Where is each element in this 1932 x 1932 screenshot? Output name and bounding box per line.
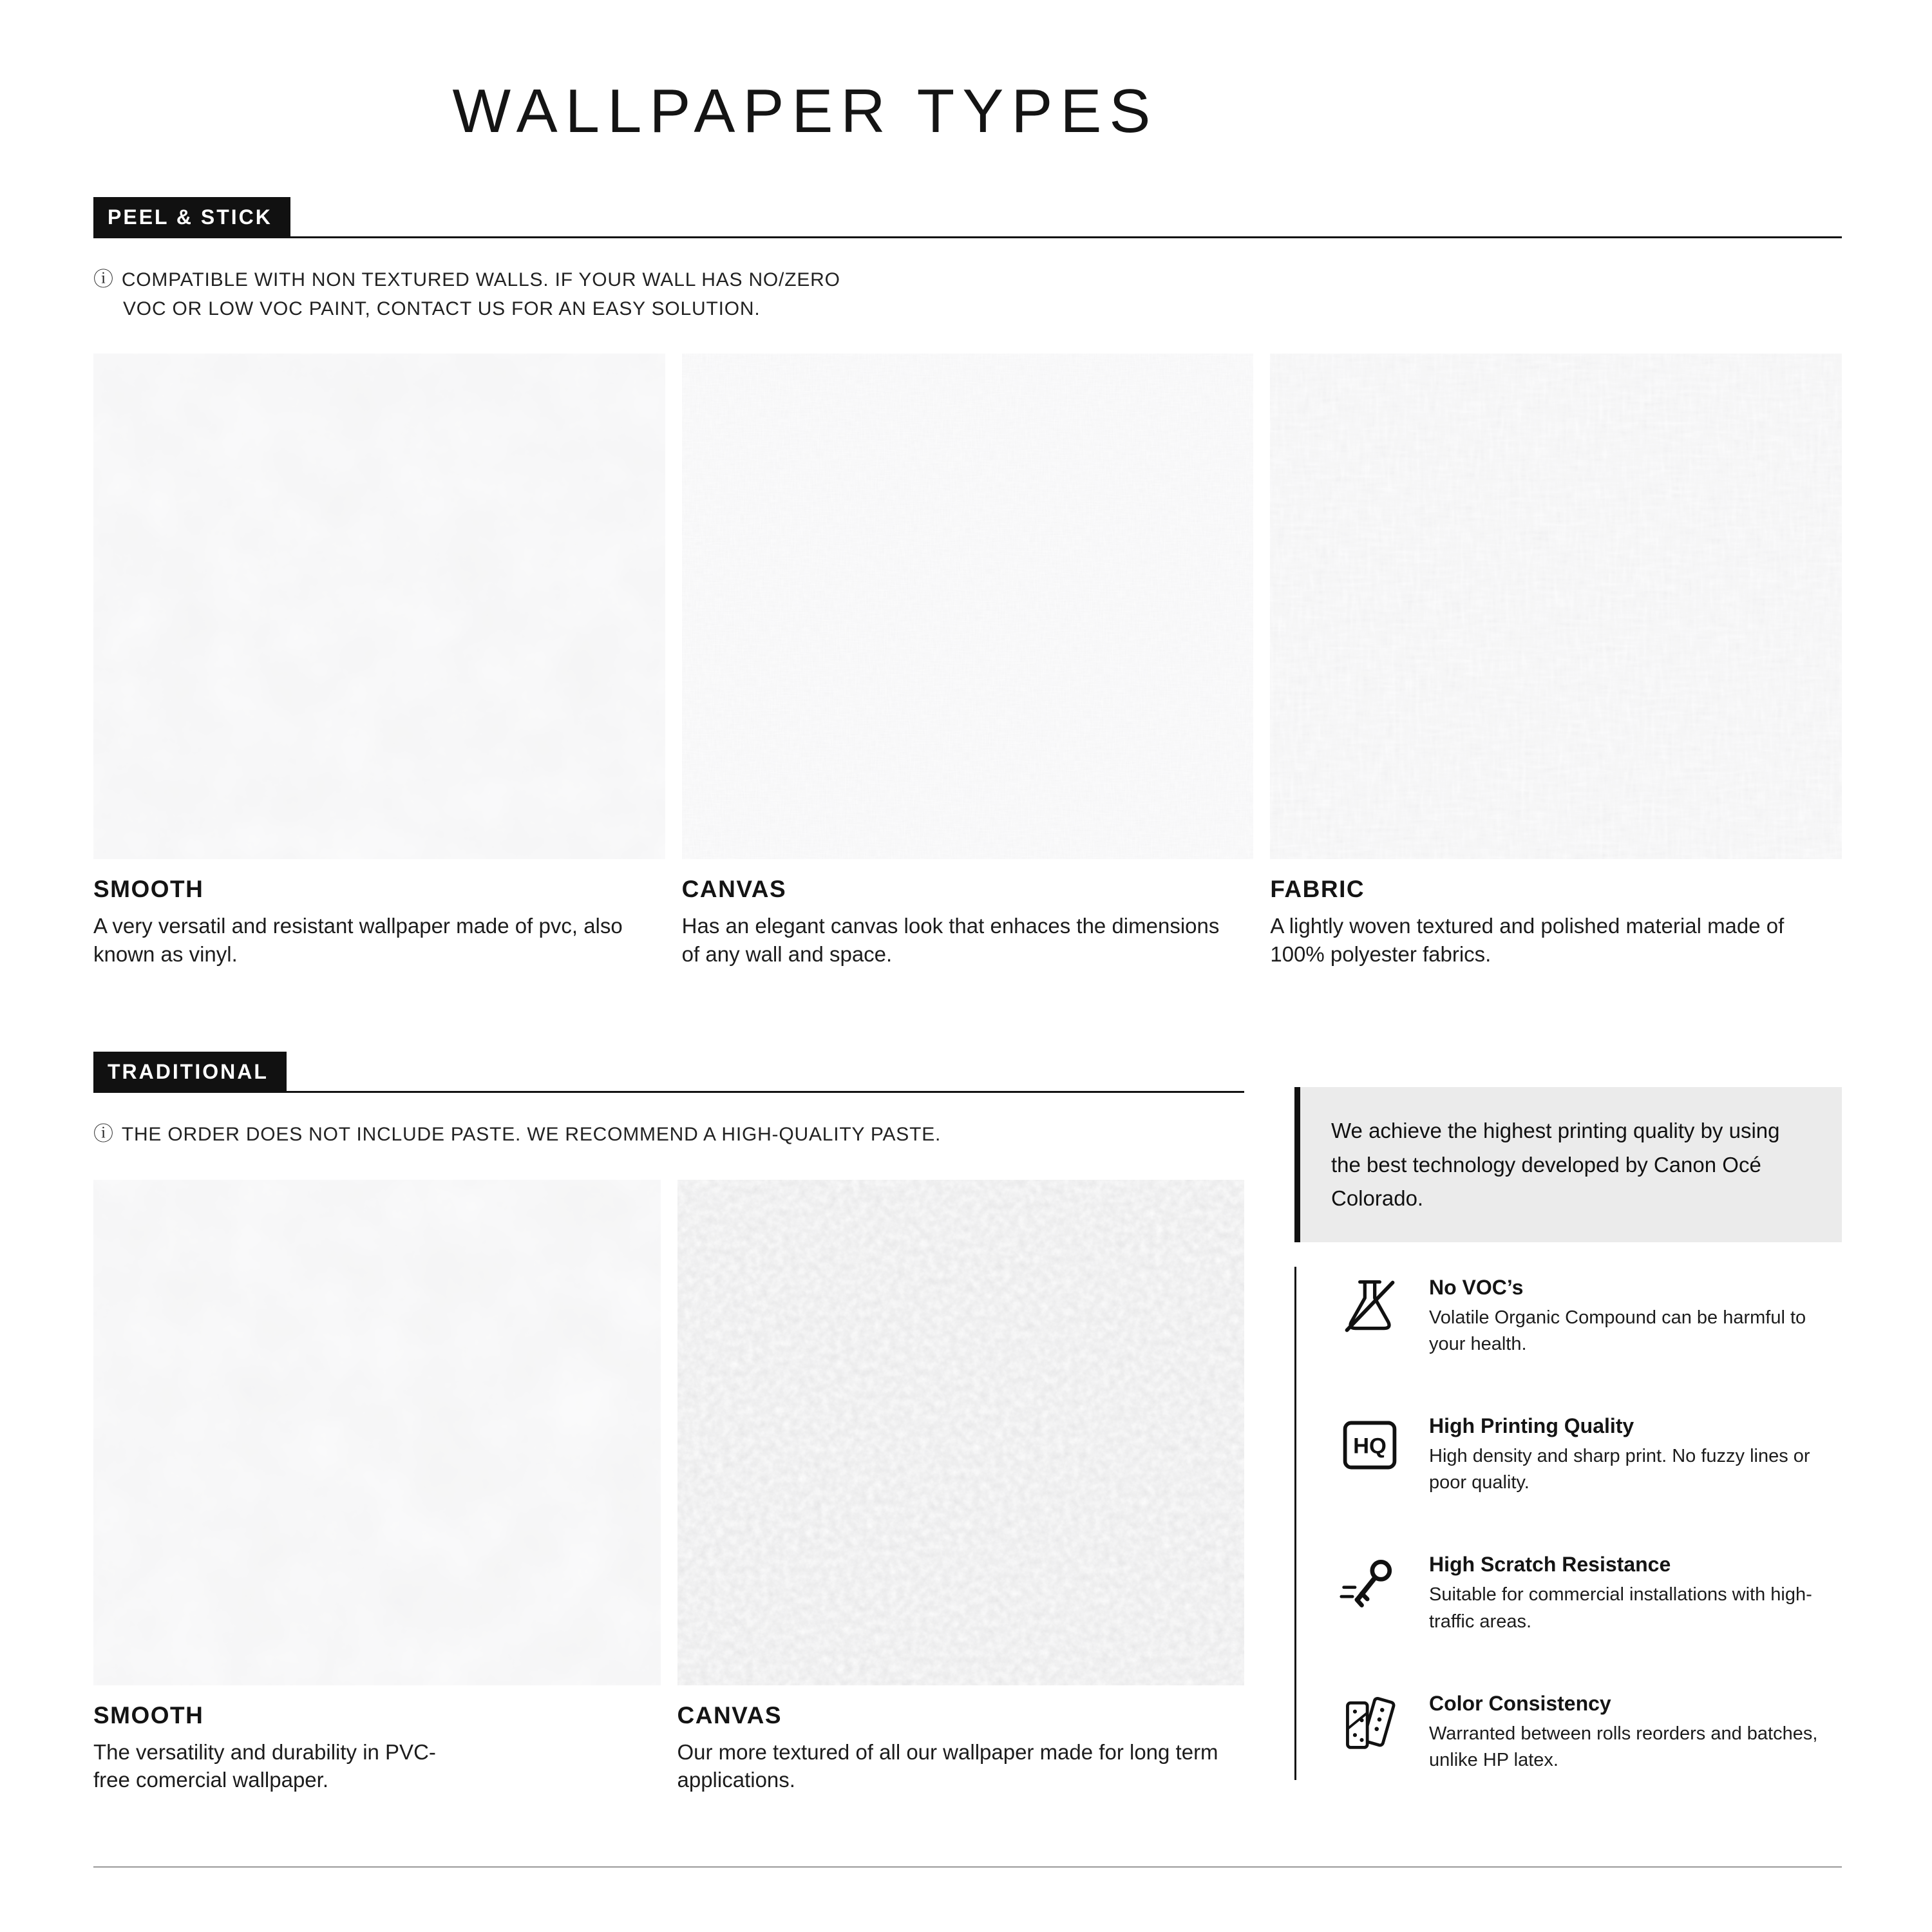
peel-stick-section [93,197,1842,968]
features-list [1294,1267,1842,1780]
swatch-name: FABRIC [1270,876,1365,903]
feature-description: Warranted between rolls reorders and batches, unlike HP latex. [1429,1723,1818,1770]
feature-scratch-resistance [1339,1553,1842,1634]
swatch-description: The versatility and durability in PVC-free comercial wallpaper. [93,1739,436,1792]
note-line-1: COMPATIBLE WITH NON TEXTURED WALLS. IF YOUR WALL HAS NO/ZERO [121,269,840,290]
feature-text [1429,1553,1842,1634]
swatch-description: A lightly woven textured and polished material made of 100% polyester fabrics. [1270,914,1785,966]
texture-sample-smooth [93,354,665,859]
key-scratch-icon [1339,1553,1401,1615]
peel-stick-note [93,267,1842,321]
bottom-area [93,1052,1842,1794]
swatch-card-peel-smooth [93,354,665,968]
texture-sample-canvas-rough [677,1180,1245,1685]
note-line-1: THE ORDER DOES NOT INCLUDE PASTE. WE RECOMMEND A HIGH-QUALITY PASTE. [121,1124,942,1146]
traditional-label: TRADITIONAL [93,1052,287,1091]
swatch-name: CANVAS [681,876,787,903]
printing-quality-quote: We achieve the highest printing quality by using the best technology developed by Canon Océ Colorado. [1294,1087,1842,1242]
feature-title: High Scratch Resistance [1429,1553,1671,1577]
bottom-divider [93,1866,1842,1868]
feature-color-consistency [1339,1692,1842,1774]
swatch-card-traditional-canvas [677,1180,1245,1794]
traditional-section [93,1052,1244,1794]
texture-sample-fabric [1270,354,1842,859]
feature-title: High Printing Quality [1429,1414,1634,1438]
hq-badge-icon [1339,1414,1401,1476]
peel-stick-label: PEEL & STICK [93,197,290,236]
feature-description: High density and sharp print. No fuzzy lines or poor quality. [1429,1446,1810,1493]
feature-high-printing-quality [1339,1414,1842,1496]
no-voc-flask-icon [1339,1276,1401,1338]
peel-stick-swatch-row [93,354,1842,968]
feature-no-voc [1339,1276,1842,1358]
swatch-card-traditional-smooth [93,1180,661,1794]
info-icon: ⓘ [93,268,114,290]
swatch-card-peel-fabric [1270,354,1842,968]
swatch-name: CANVAS [677,1701,782,1728]
feature-description: Volatile Organic Compound can be harmful to your health. [1429,1307,1806,1354]
swatch-name: SMOOTH [93,1701,204,1728]
note-line-2: VOC OR LOW VOC PAINT, CONTACT US FOR AN EASY SOLUTION. [123,298,761,320]
texture-sample-smooth [93,1180,661,1685]
swatch-card-peel-canvas [682,354,1254,968]
info-icon: ⓘ [93,1122,114,1146]
page-title: WALLPAPER TYPES [452,77,1159,146]
swatch-description: Our more textured of all our wallpaper made for long term applications. [677,1739,1218,1792]
swatch-description: Has an elegant canvas look that enhaces the dimensions of any wall and space. [681,914,1220,966]
feature-title: Color Consistency [1429,1691,1611,1715]
color-swatches-icon [1339,1692,1401,1754]
feature-text [1429,1692,1842,1774]
traditional-swatch-row [93,1180,1244,1794]
swatch-name: SMOOTH [93,876,204,903]
hq-badge-text: HQ [1353,1434,1387,1459]
feature-title: No VOC’s [1429,1275,1524,1299]
traditional-header-rule [93,1052,1244,1093]
print-quality-column [1294,1087,1842,1794]
feature-description: Suitable for commercial installations with high-traffic areas. [1429,1584,1812,1632]
traditional-note [93,1121,1244,1147]
texture-sample-canvas [682,354,1254,859]
peel-stick-header-rule [93,197,1842,238]
feature-text [1429,1414,1842,1496]
feature-text [1429,1276,1842,1358]
swatch-description: A very versatil and resistant wallpaper made of pvc, also known as vinyl. [93,914,623,966]
